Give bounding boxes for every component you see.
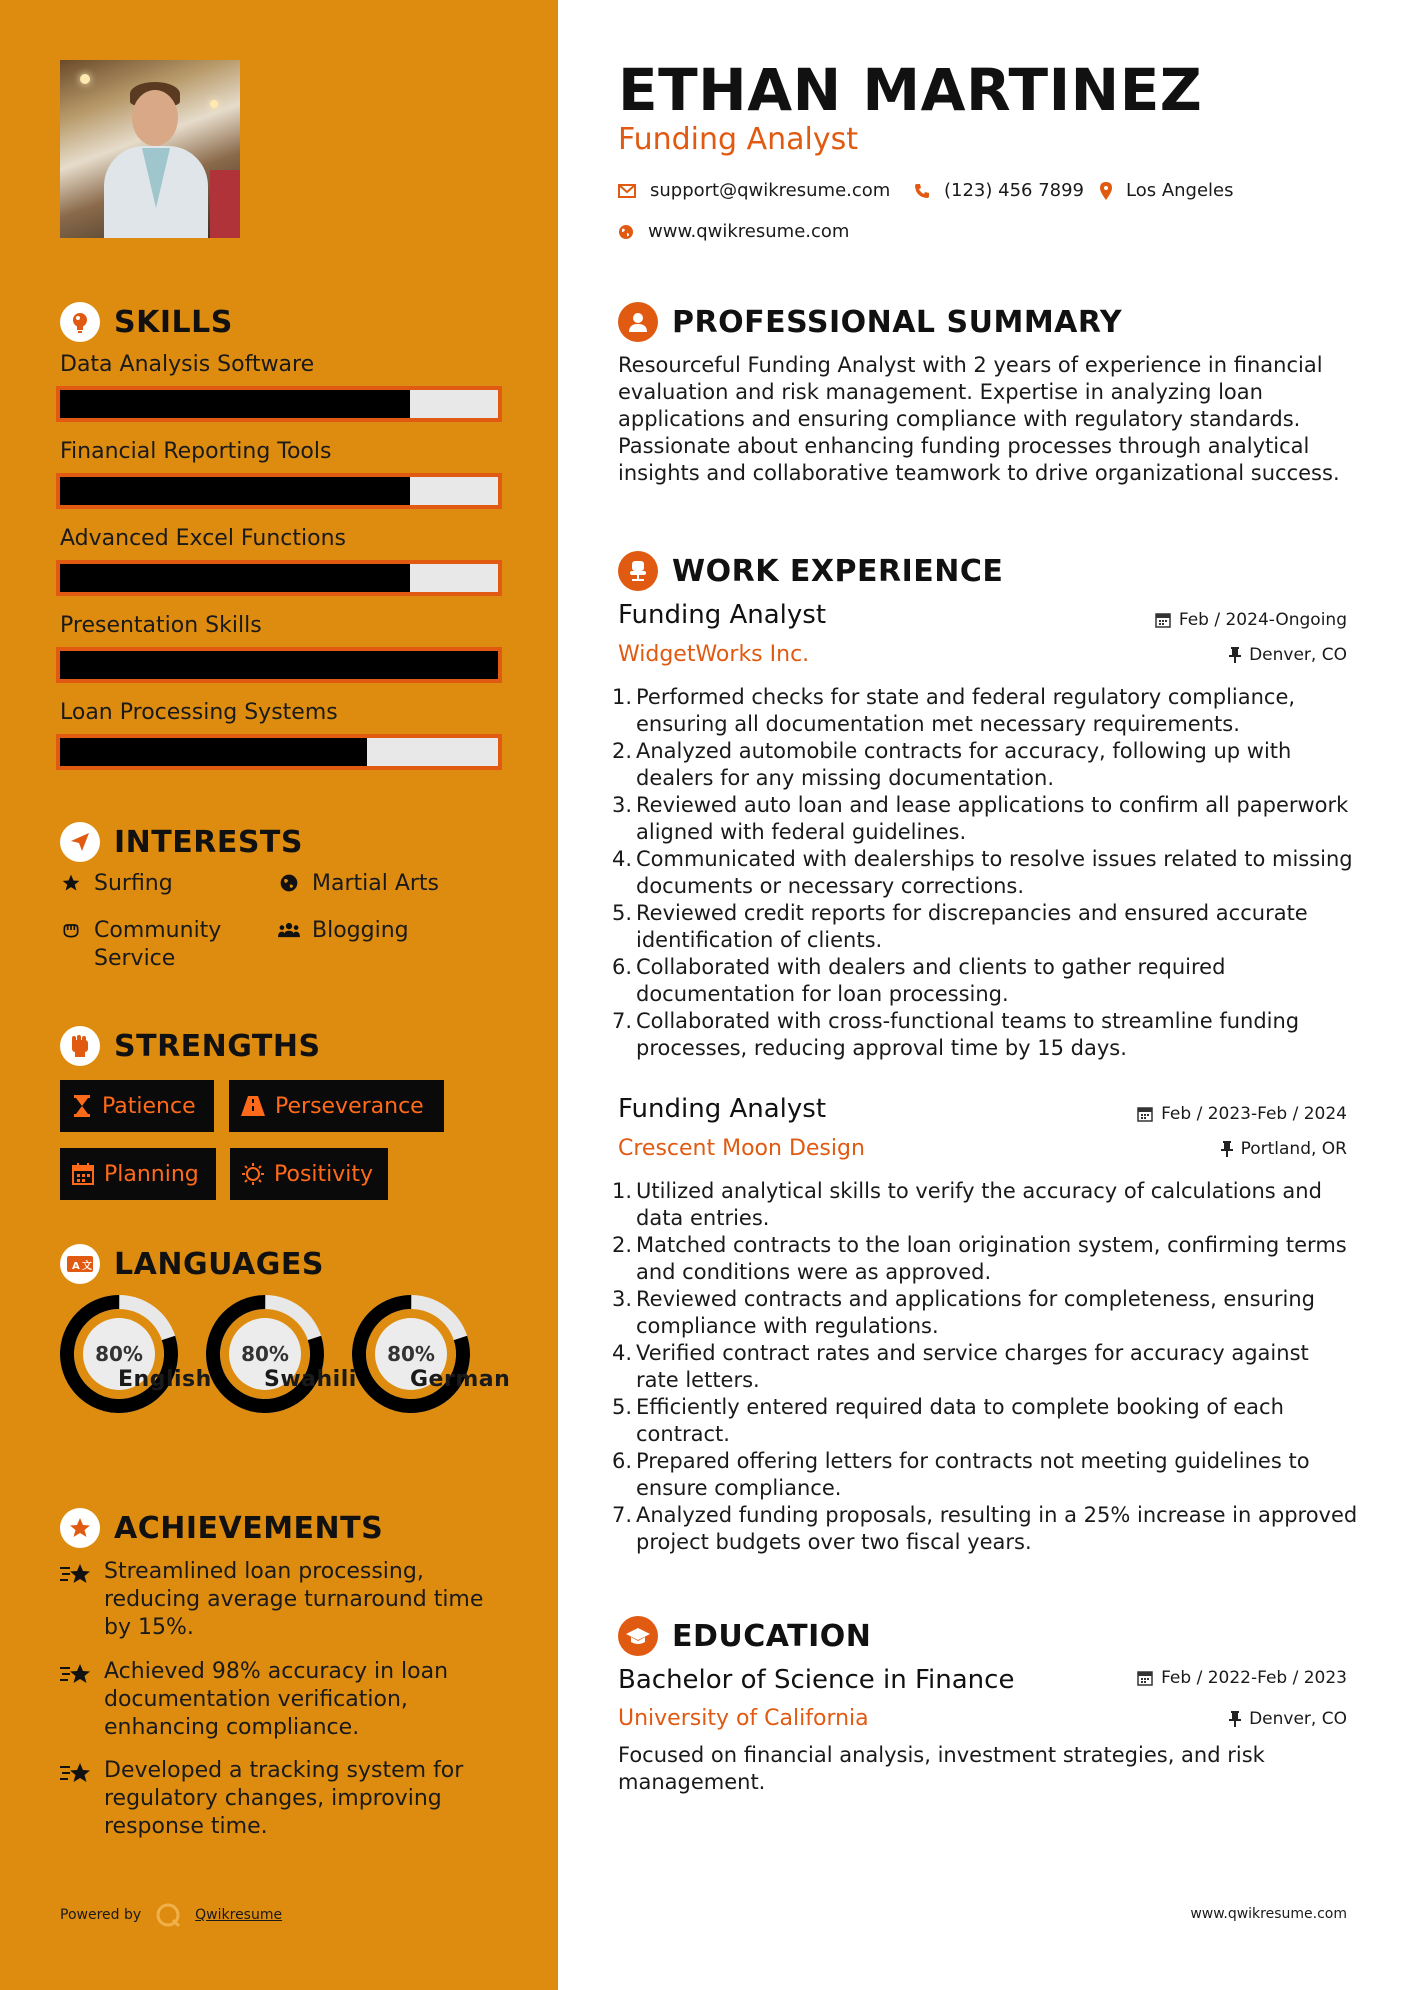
qwikresume-logo-icon (155, 1902, 181, 1928)
achievement-text: Achieved 98% accuracy in loan documentation verification, enhancing compliance. (104, 1659, 449, 1740)
skill-bar-fill (60, 477, 410, 505)
education-description: Focused on financial analysis, investment strategies, and risk management. (618, 1743, 1265, 1794)
sidebar (0, 0, 558, 1990)
job-bullet: 4. Verified contract rates and service charges for accuracy against rate letters. (612, 1341, 1309, 1392)
job-bullet: 2. Analyzed automobile contracts for accuracy, following up with dealers for any missing documentation. (612, 739, 1292, 790)
users-icon (278, 917, 300, 940)
contact-phone[interactable] (914, 180, 1084, 201)
map-pin-icon (1100, 182, 1112, 200)
hand-icon (60, 917, 82, 940)
pushpin-icon (1229, 647, 1241, 663)
job-bullet: 6. Prepared offering letters for contracts not meeting guidelines to ensure compliance. (612, 1449, 1310, 1500)
job-bullets (612, 684, 1358, 1062)
education-heading (618, 1616, 871, 1656)
interest-label: Martial Arts (312, 871, 440, 896)
skill-bar-fill (60, 738, 367, 766)
strength-label: Perseverance (275, 1093, 424, 1119)
footer-url[interactable]: www.qwikresume.com (1190, 1906, 1347, 1922)
website-text: www.qwikresume.com (648, 221, 850, 242)
achievements-heading (60, 1508, 383, 1548)
location-text: Los Angeles (1126, 180, 1234, 201)
education-title: EDUCATION (672, 1618, 872, 1654)
interest-label: Surfing (94, 871, 173, 896)
job-bullet: 1. Utilized analytical skills to verify the accuracy of calculations and data entries. (612, 1179, 1322, 1230)
interest-item (278, 870, 439, 898)
job-location (1221, 1139, 1347, 1159)
achievement-star-icon (60, 1508, 100, 1548)
phone-text: (123) 456 7899 (944, 180, 1085, 201)
job-bullet: 3. Reviewed contracts and applications for completeness, ensuring compliance with regulations. (612, 1287, 1316, 1338)
summary-title: PROFESSIONAL SUMMARY (672, 304, 1123, 340)
job-title: Funding Analyst (618, 600, 827, 630)
interest-item (60, 917, 260, 973)
interest-item (278, 917, 409, 945)
language-item (350, 1293, 511, 1419)
globe-icon (618, 224, 634, 240)
shooting-star-icon (60, 1658, 92, 1742)
interest-label: Blogging (312, 918, 409, 943)
language-name: German (410, 1367, 511, 1392)
skills-heading (60, 302, 233, 342)
languages-title: LANGUAGES (114, 1246, 324, 1282)
language-ring (58, 1293, 180, 1415)
skill-label: Advanced Excel Functions (60, 526, 346, 551)
job-location-text: Denver, CO (1249, 645, 1347, 665)
candidate-title: Funding Analyst (618, 122, 859, 157)
education-location-text: Denver, CO (1249, 1709, 1347, 1729)
language-name: English (118, 1367, 212, 1392)
language-percent: 80% (241, 1342, 289, 1366)
pushpin-icon (1221, 1141, 1233, 1157)
language-ring (204, 1293, 326, 1415)
strength-tag (60, 1148, 216, 1200)
language-item (204, 1293, 357, 1419)
job-bullet: 1. Performed checks for state and federal regulatory compliance, ensuring all documentation met necessary requirements. (612, 685, 1296, 736)
skill-bar-fill (60, 564, 410, 592)
job-dates (1137, 1104, 1347, 1124)
strength-tag (229, 1080, 444, 1132)
job-dates (1155, 610, 1347, 630)
interests-heading (60, 822, 303, 862)
achievement-item (60, 1658, 510, 1742)
calendar-icon (1137, 1106, 1153, 1122)
email-text: support@qwikresume.com (650, 180, 891, 201)
summary-text: Resourceful Funding Analyst with 2 years of experience in financial evaluation and risk management. Expertise in analyzing loan applications and ensuring compliance with regulatory standards. Passionate about enhancing funding processes through analytical insights and collaborative teamwork to drive organizational success. (618, 353, 1340, 485)
skill-bar (56, 560, 502, 596)
interests-title: INTERESTS (114, 824, 303, 860)
lightbulb-icon (60, 302, 100, 342)
calendar-icon (1137, 1670, 1153, 1686)
pushpin-icon (1229, 1711, 1241, 1727)
education-location (1229, 1709, 1347, 1729)
skill-bar-fill (60, 651, 498, 679)
shooting-star-icon (60, 1558, 92, 1642)
job-location (1229, 645, 1347, 665)
skills-title: SKILLS (114, 304, 233, 340)
contact-email[interactable] (618, 180, 890, 201)
skill-label: Presentation Skills (60, 613, 262, 638)
job-location-text: Portland, OR (1240, 1139, 1347, 1159)
envelope-icon (618, 184, 636, 198)
interest-label: Community Service (94, 918, 222, 971)
job-bullet: 5. Reviewed credit reports for discrepancies and ensured accurate identification of clients. (612, 901, 1308, 952)
star-icon (60, 870, 82, 893)
job-title: Funding Analyst (618, 1094, 827, 1124)
sun-icon (242, 1163, 264, 1185)
job-company: WidgetWorks Inc. (618, 642, 810, 667)
strength-label: Positivity (274, 1161, 374, 1187)
job-bullet: 5. Efficiently entered required data to complete booking of each contract. (612, 1395, 1284, 1446)
achievement-text: Streamlined loan processing, reducing average turnaround time by 15%. (104, 1559, 484, 1640)
strengths-title: STRENGTHS (114, 1028, 321, 1064)
skill-bar (56, 647, 502, 683)
skill-label: Financial Reporting Tools (60, 439, 332, 464)
profile-photo (60, 60, 240, 238)
strength-label: Patience (102, 1093, 196, 1119)
summary-heading (618, 302, 1122, 342)
job-company: Crescent Moon Design (618, 1136, 865, 1161)
job-bullet: 7. Analyzed funding proposals, resulting in a 25% increase in approved project budgets over two fiscal years. (612, 1503, 1358, 1554)
skill-bar (56, 473, 502, 509)
achievement-item (60, 1757, 510, 1841)
qwikresume-link[interactable]: Qwikresume (195, 1907, 283, 1923)
main-content (558, 0, 1407, 1990)
strength-tag (230, 1148, 388, 1200)
job-bullet: 3. Reviewed auto loan and lease applications to confirm all paperwork aligned with federal guidelines. (612, 793, 1349, 844)
job-bullet: 7. Collaborated with cross-functional teams to streamline funding processes, reducing approval time by 15 days. (612, 1009, 1300, 1060)
skill-bar-fill (60, 390, 410, 418)
paper-plane-icon (60, 822, 100, 862)
language-percent: 80% (95, 1342, 143, 1366)
job-bullet: 4. Communicated with dealerships to resolve issues related to missing documents or necessary corrections. (612, 847, 1353, 898)
shooting-star-icon (60, 1757, 92, 1841)
experience-heading (618, 551, 1003, 591)
strength-label: Planning (104, 1161, 199, 1187)
experience-title: WORK EXPERIENCE (672, 553, 1004, 589)
job-bullet: 6. Collaborated with dealers and clients to gather required documentation for loan processing. (612, 955, 1226, 1006)
road-icon (241, 1096, 265, 1116)
achievement-item (60, 1558, 510, 1642)
phone-icon (914, 183, 930, 199)
languages-heading (60, 1244, 324, 1284)
education-school: University of California (618, 1706, 869, 1731)
calendar-icon (72, 1163, 94, 1185)
svg-text:文: 文 (82, 1261, 92, 1272)
candidate-name: ETHAN MARTINEZ (618, 56, 1203, 124)
strengths-heading (60, 1026, 321, 1066)
contact-location (1100, 180, 1234, 201)
contact-website[interactable] (618, 221, 849, 242)
job-dates-text: Feb / 2023-Feb / 2024 (1161, 1104, 1347, 1124)
graduation-cap-icon (618, 1616, 658, 1656)
job-bullet: 2. Matched contracts to the loan origination system, confirming terms and conditions were as approved. (612, 1233, 1347, 1284)
powered-by (60, 1902, 282, 1928)
user-icon (618, 302, 658, 342)
skill-bar (56, 386, 502, 422)
language-name: Swahili (264, 1367, 357, 1392)
globe-icon (278, 870, 300, 893)
strength-tag (60, 1080, 214, 1132)
skill-label: Data Analysis Software (60, 352, 315, 377)
language-ring (350, 1293, 472, 1415)
language-percent: 80% (387, 1342, 435, 1366)
job-dates-text: Feb / 2024-Ongoing (1178, 610, 1347, 630)
education-dates-text: Feb / 2022-Feb / 2023 (1161, 1668, 1347, 1688)
interest-item (60, 870, 173, 898)
skill-label: Loan Processing Systems (60, 700, 338, 725)
chair-icon (618, 551, 658, 591)
job-bullets (612, 1178, 1358, 1556)
achievement-text: Developed a tracking system for regulatory changes, improving response time. (104, 1758, 464, 1839)
powered-by-label: Powered by (60, 1907, 142, 1923)
language-item (58, 1293, 212, 1419)
language-icon (60, 1244, 100, 1284)
skill-bar (56, 734, 502, 770)
calendar-icon (1155, 612, 1171, 628)
fist-icon (60, 1026, 100, 1066)
education-degree: Bachelor of Science in Finance (618, 1665, 1015, 1695)
hourglass-icon (72, 1095, 92, 1117)
svg-text:A: A (72, 1261, 80, 1272)
education-dates (1137, 1668, 1347, 1688)
achievements-title: ACHIEVEMENTS (114, 1510, 384, 1546)
